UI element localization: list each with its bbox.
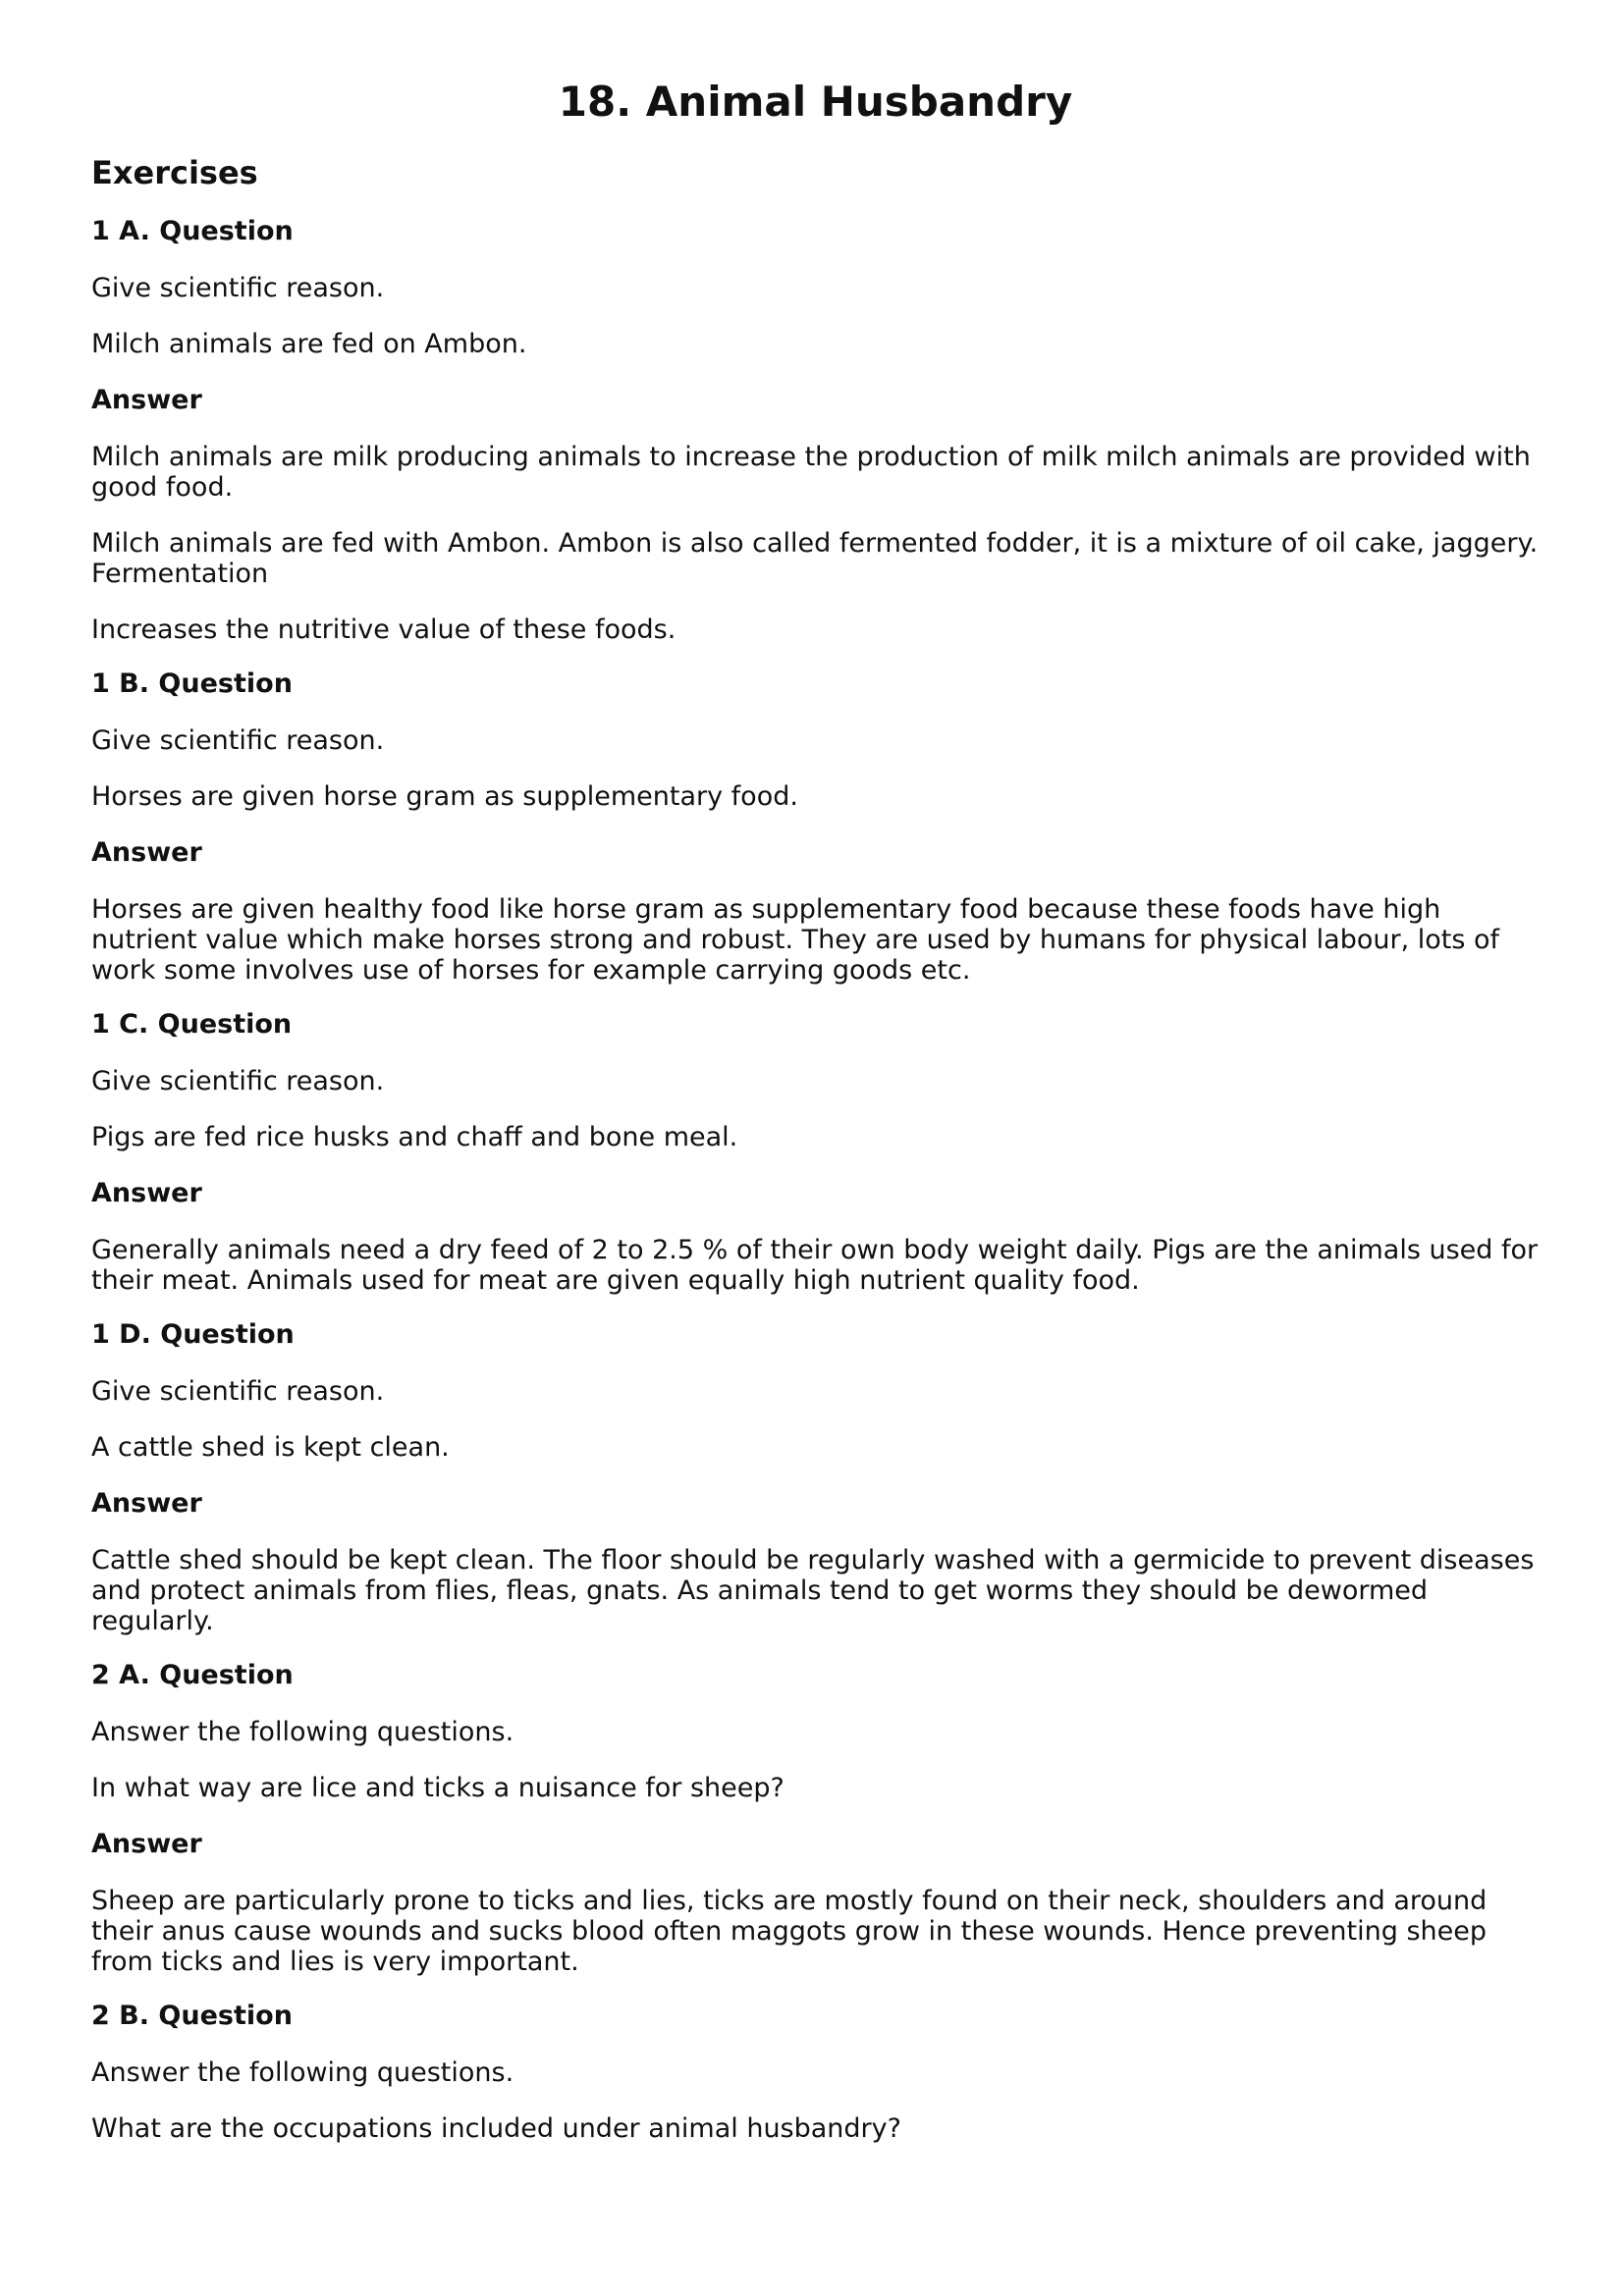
answer-paragraph: Generally animals need a dry feed of 2 to 2.5 % of their own body weight daily. Pigs are the animals used for their meat. Animals used for meat are given equally high nutrient quality food. (91, 1235, 1539, 1296)
answer-label: Answer (91, 1829, 202, 1859)
answer-paragraph: Milch animals are milk producing animals to increase the production of milk milch animals are provided with good food. (91, 442, 1531, 503)
answer-label: Answer (91, 1178, 202, 1208)
question-label: 1 B. Question (91, 668, 293, 699)
document-page (91, 0, 1540, 2144)
section-heading: Exercises (91, 154, 258, 191)
answer-paragraph: Cattle shed should be kept clean. The floor should be regularly washed with a germicide to prevent diseases and protect animals from flies, fleas, gnats. As animals tend to get worms they should be dewormed regularly. (91, 1545, 1535, 1636)
question-prompt: Horses are given horse gram as supplementary food. (91, 781, 798, 812)
question-block (91, 1009, 1540, 1296)
question-prompt: Give scientific reason. (91, 1066, 385, 1096)
question-block (91, 2001, 1540, 2144)
question-label: 2 B. Question (91, 2001, 293, 2031)
answer-label: Answer (91, 385, 202, 415)
question-label: 1 D. Question (91, 1319, 295, 1350)
question-label: 1 A. Question (91, 216, 294, 246)
answer-paragraph: Increases the nutritive value of these foods. (91, 614, 676, 645)
question-prompt: Answer the following questions. (91, 1717, 514, 1747)
question-label: 1 C. Question (91, 1009, 293, 1040)
question-block (91, 1319, 1540, 1636)
question-prompt: Pigs are fed rice husks and chaff and bone meal. (91, 1122, 738, 1152)
question-block (91, 216, 1540, 645)
question-prompt: Give scientific reason. (91, 1376, 385, 1407)
answer-label: Answer (91, 1488, 202, 1519)
question-prompt: Give scientific reason. (91, 725, 385, 756)
question-prompt: Milch animals are fed on Ambon. (91, 329, 527, 359)
question-label: 2 A. Question (91, 1660, 294, 1690)
answer-label: Answer (91, 837, 202, 868)
answer-paragraph: Sheep are particularly prone to ticks and lies, ticks are mostly found on their neck, shoulders and around their anus cause wounds and sucks blood often maggots grow in these wounds. Hence preventing sheep from ticks and lies is very important. (91, 1886, 1488, 1977)
document-title: 18. Animal Husbandry (558, 78, 1073, 126)
answer-paragraph: Milch animals are fed with Ambon. Ambon is also called fermented fodder, it is a mixture of oil cake, jaggery. Fermentation (91, 528, 1539, 589)
question-prompt: Give scientific reason. (91, 273, 385, 303)
question-prompt: In what way are lice and ticks a nuisance for sheep? (91, 1773, 784, 1803)
question-prompt: A cattle shed is kept clean. (91, 1432, 450, 1463)
answer-paragraph: Horses are given healthy food like horse gram as supplementary food because these foods have high nutrient value which make horses strong and robust. They are used by humans for physical labour, lots of work some involves use of horses for example carrying goods etc. (91, 894, 1500, 986)
question-block (91, 1660, 1540, 1977)
question-block (91, 668, 1540, 986)
question-prompt: Answer the following questions. (91, 2057, 514, 2088)
question-prompt: What are the occupations included under animal husbandry? (91, 2113, 901, 2144)
